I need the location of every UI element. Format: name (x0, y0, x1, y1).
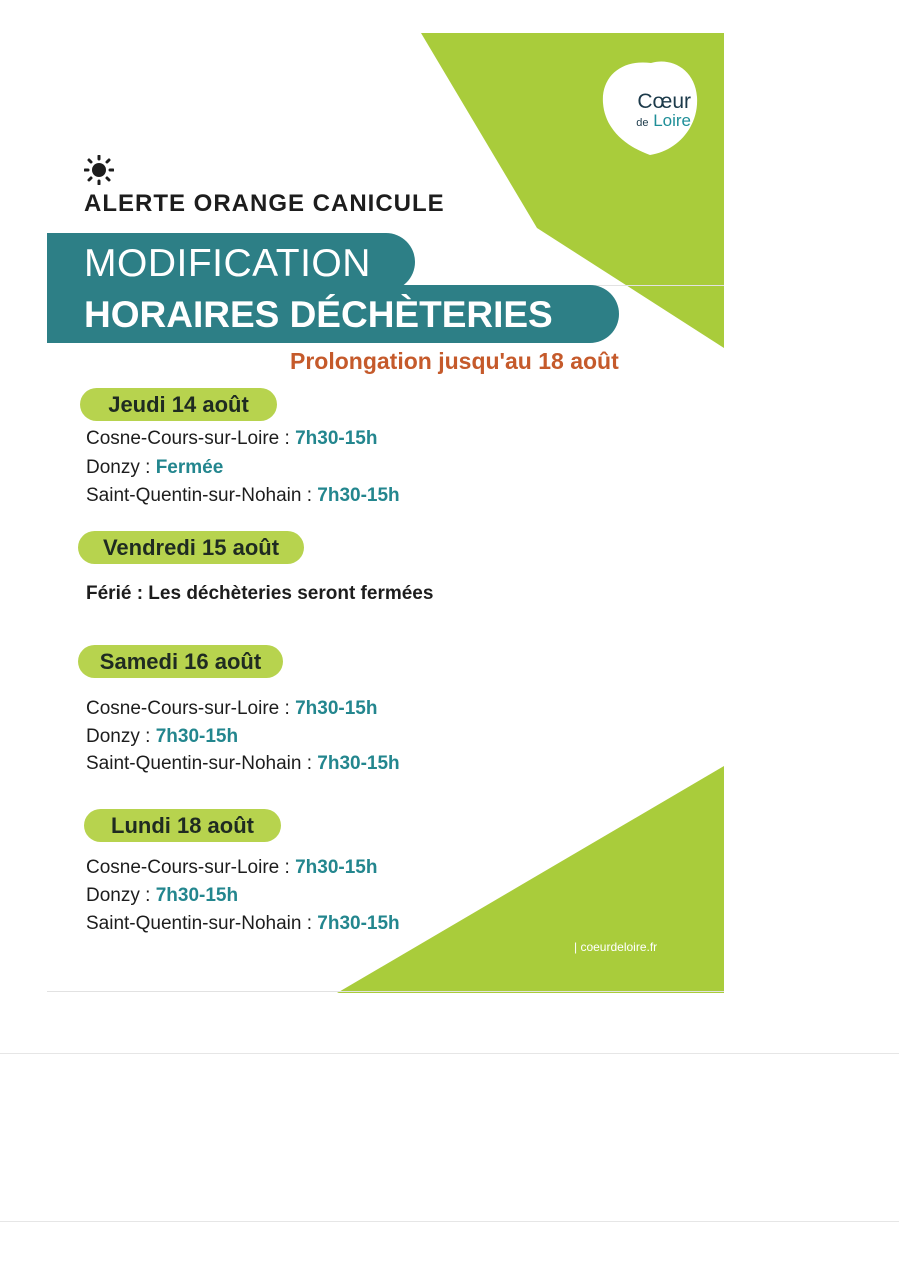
day-label-lundi: Lundi 18 août (84, 809, 281, 842)
scan-artifact-line (0, 1053, 899, 1054)
scan-artifact-line (0, 1221, 899, 1222)
schedule-line: Cosne-Cours-sur-Loire : 7h30-15h (86, 428, 378, 449)
schedule-line: Donzy : 7h30-15h (86, 885, 239, 906)
logo-wordmark (599, 91, 691, 129)
alert-heading: ALERTE ORANGE CANICULE (84, 190, 445, 217)
day-label-jeudi: Jeudi 14 août (80, 388, 277, 421)
green-decor-shapes (47, 33, 724, 993)
schedule-line: Cosne-Cours-sur-Loire : 7h30-15h (86, 857, 378, 878)
schedule-line: Saint-Quentin-sur-Nohain : 7h30-15h (86, 485, 400, 506)
schedule-line: Donzy : 7h30-15h (86, 726, 239, 747)
logo-de: de (636, 117, 649, 129)
schedule-line: Saint-Quentin-sur-Nohain : 7h30-15h (86, 753, 400, 774)
day-label-vendredi: Vendredi 15 août (78, 531, 304, 564)
schedule-line: Donzy : Fermée (86, 457, 224, 478)
schedule-line: Cosne-Cours-sur-Loire : 7h30-15h (86, 698, 378, 719)
flyer (47, 33, 724, 993)
website-link[interactable]: | coeurdeloire.fr (574, 940, 658, 954)
holiday-note: Férié : Les déchèteries seront fermées (86, 583, 434, 604)
title-line-2: HORAIRES DÉCHÈTERIES (84, 294, 553, 335)
schedule-line: Saint-Quentin-sur-Nohain : 7h30-15h (86, 913, 400, 934)
day-label-samedi: Samedi 16 août (78, 645, 283, 678)
logo-coeur: Cœur (637, 90, 691, 113)
logo-loire: Loire (653, 111, 691, 130)
scan-artifact-line (47, 991, 724, 992)
sun-icon (84, 155, 114, 185)
prolongation-subtitle: Prolongation jusqu'au 18 août (290, 348, 619, 374)
title-line-1: MODIFICATION (84, 242, 371, 285)
